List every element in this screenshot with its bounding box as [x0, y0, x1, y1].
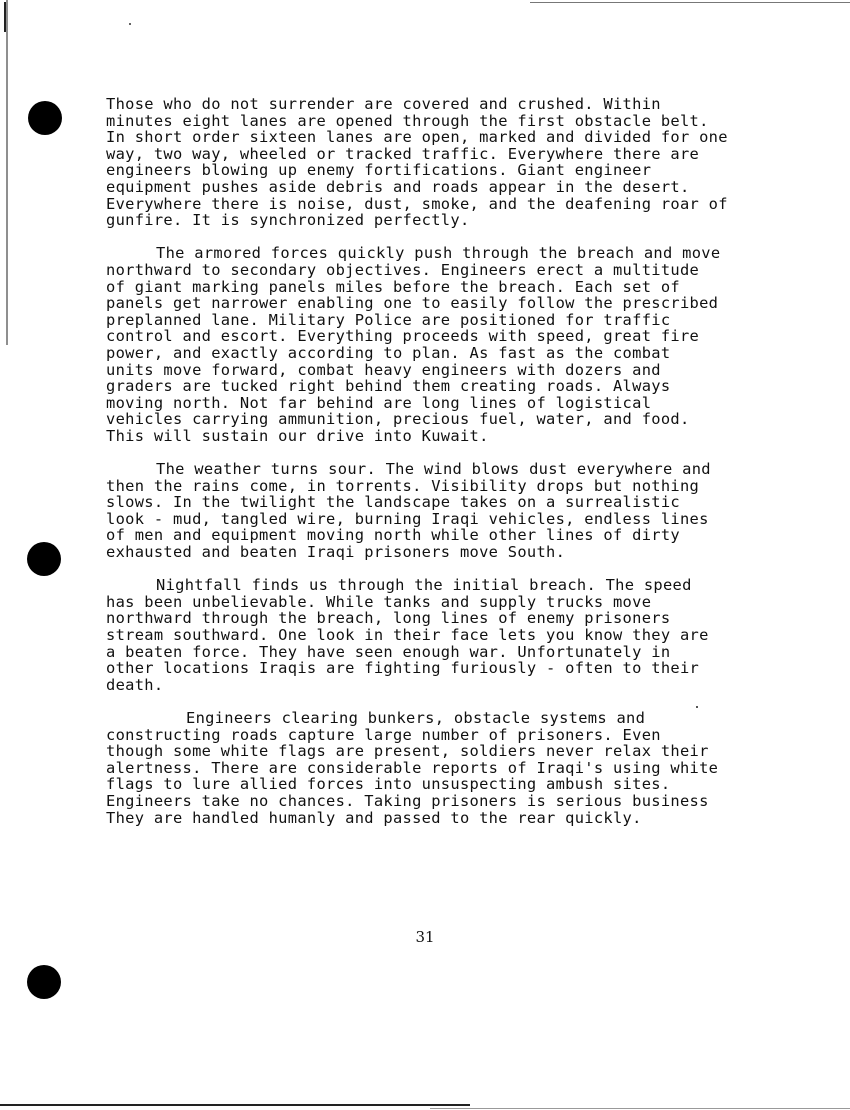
scan-edge-line	[6, 0, 8, 345]
binder-hole-middle	[27, 542, 61, 576]
page-number: 31	[415, 928, 435, 946]
paragraph-4: Nightfall finds us through the initial breach. The speed has been unbelievable. While tanks and supply trucks move northward through the breach, long lines of enemy prisoners stream southward. One look in their face lets you know they are a beaten force. They have seen enough war. Unfortunately in other locations Iraqis are fighting furiously - often to their death.	[106, 576, 709, 694]
scan-bottom-rule	[0, 1104, 470, 1106]
body-text	[106, 96, 806, 843]
paragraph-2: The armored forces quickly push through the breach and move northward to secondary objectives. Engineers erect a multitude of giant marking panels miles before the breach. Each set of panels get narrower enabling one to easily follow the prescribed preplanned lane. Military Police are positioned for traffic control and escort. Everything proceeds with speed, great fire power, and exactly according to plan. As fast as the combat units move forward, combat heavy engineers with dozers and graders are tucked right behind them creating roads. Always moving north. Not far behind are long lines of logistical vehicles carrying ammunition, precious fuel, water, and food. This will sustain our drive into Kuwait.	[106, 244, 721, 445]
paragraph-5: Engineers clearing bunkers, obstacle systems and constructing roads capture large number of prisoners. Even though some white flags are present, soldiers never relax their alertness. There are considerable reports of Iraqi's using white flags to lure allied forces into unsuspecting ambush sites. Engineers take no chances. Taking prisoners is serious business They are handled humanly and passed to the rear quickly.	[106, 708, 719, 827]
paragraph-1: Those who do not surrender are covered and crushed. Within minutes eight lanes are opened through the first obstacle belt. In short order sixteen lanes are open, marked and divided for one way, two way, wheeled or tracked traffic. Everywhere there are engineers blowing up enemy fortifications. Giant engineer equipment pushes aside debris and roads appear in the desert. Everywhere there is noise, dust, smoke, and the deafening roar of gunfire. It is synchronized perfectly.	[106, 95, 728, 230]
paragraph-3: The weather turns sour. The wind blows dust everywhere and then the rains come, in torrents. Visibility drops but nothing slows. In the twilight the landscape takes on a surrealistic look - mud, tangled wire, burning Iraqi vehicles, endless lines of men and equipment moving north while other lines of dirty exhausted and beaten Iraqi prisoners move South.	[106, 460, 711, 562]
binder-hole-top	[28, 101, 62, 135]
scan-top-rule	[530, 2, 850, 3]
scan-speck	[129, 23, 131, 25]
scan-bottom-rule-faint	[430, 1108, 850, 1109]
binder-hole-bottom	[27, 965, 61, 999]
scan-dot	[696, 706, 698, 708]
